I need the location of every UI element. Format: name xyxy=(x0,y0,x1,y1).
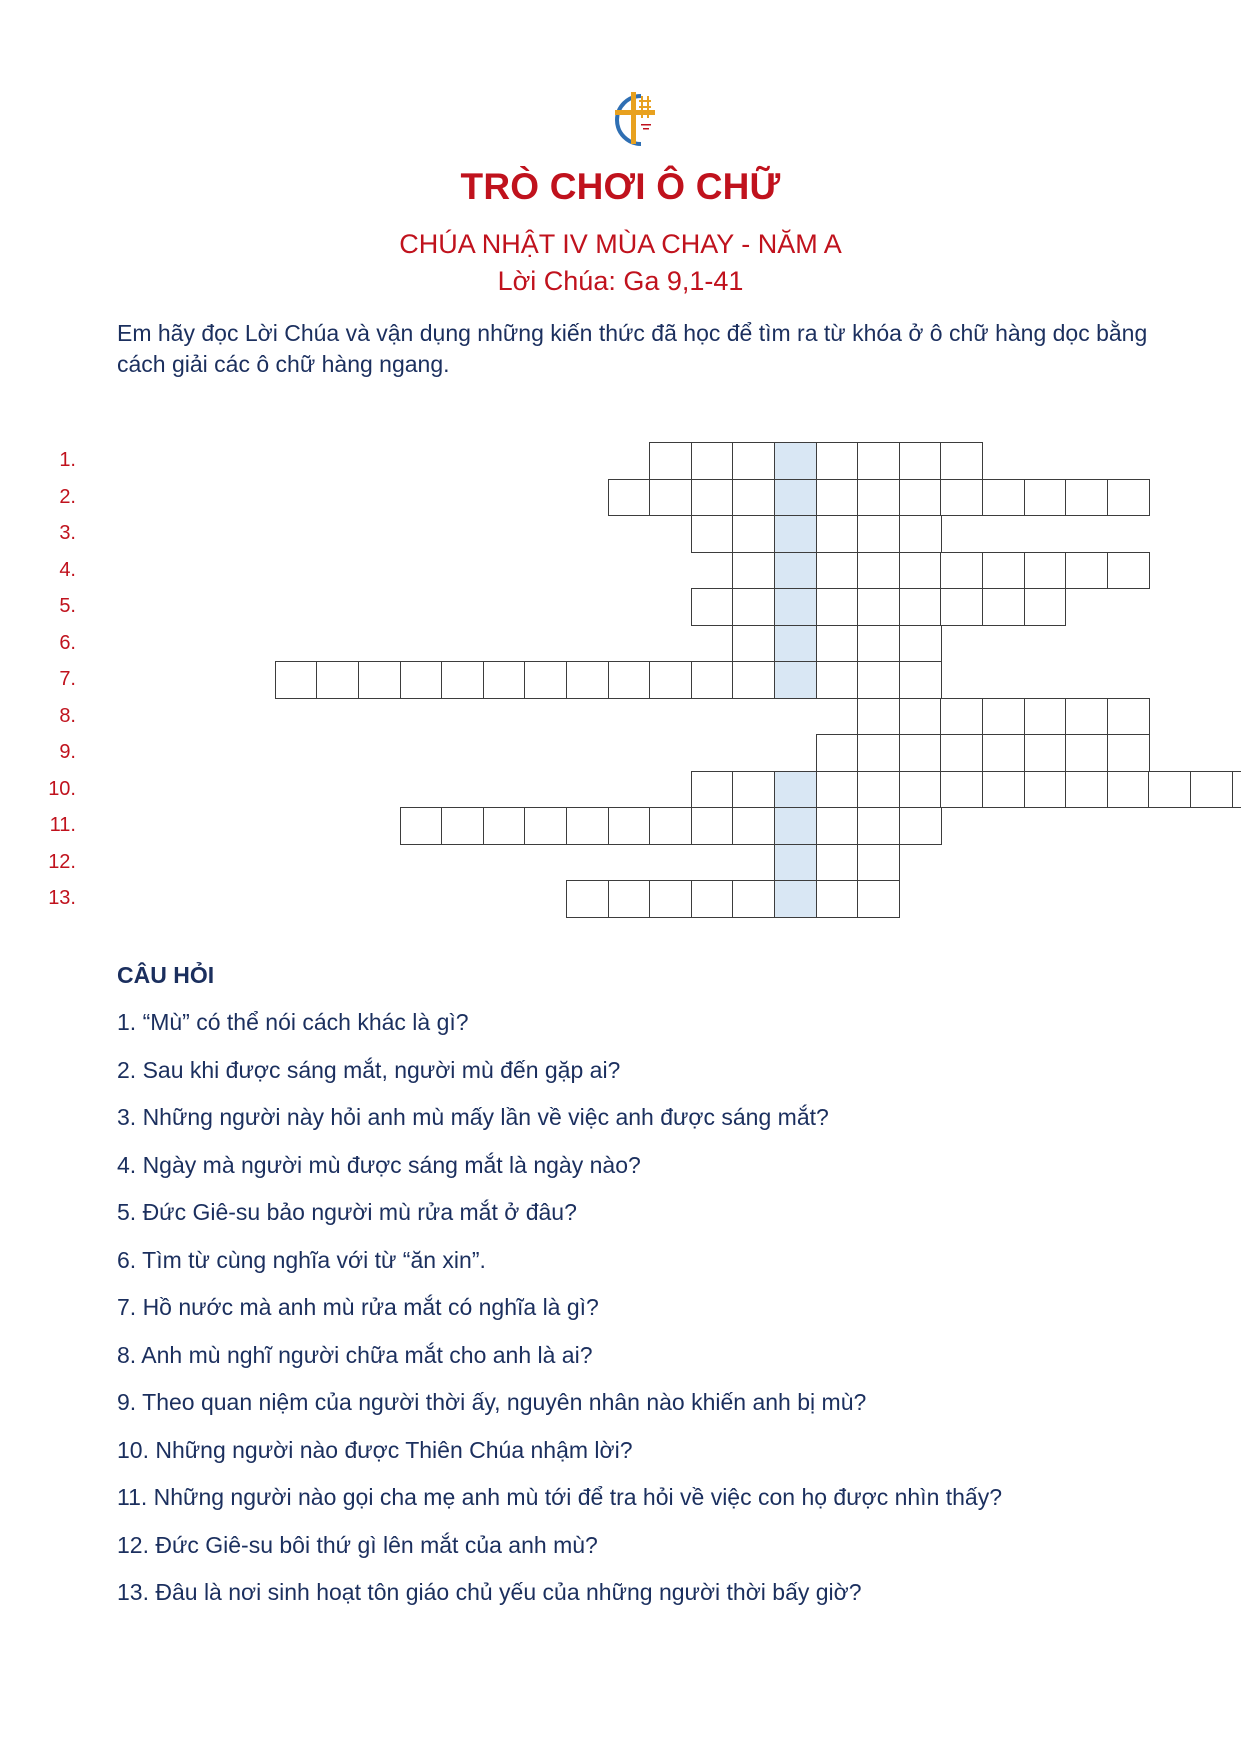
crossword-cell[interactable] xyxy=(732,771,775,809)
crossword-cell[interactable] xyxy=(1024,698,1067,736)
crossword-cell[interactable] xyxy=(608,661,651,699)
crossword-cell[interactable] xyxy=(857,442,900,480)
crossword-cell[interactable] xyxy=(940,698,983,736)
crossword-cell[interactable] xyxy=(940,442,983,480)
crossword-cell[interactable] xyxy=(857,515,900,553)
crossword-cell[interactable] xyxy=(940,479,983,517)
crossword-cell[interactable] xyxy=(691,807,734,845)
crossword-cell[interactable] xyxy=(816,661,859,699)
question-4: 4. Ngày mà người mù được sáng mắt là ngày nào? xyxy=(117,1152,641,1178)
crossword-cell[interactable] xyxy=(649,442,692,480)
crossword-cell[interactable] xyxy=(816,734,859,772)
crossword-cell[interactable] xyxy=(816,479,859,517)
key-column-cell[interactable] xyxy=(774,807,817,845)
crossword-cell[interactable] xyxy=(608,479,651,517)
crossword-cell[interactable] xyxy=(649,807,692,845)
question-12: 12. Đức Giê-su bôi thứ gì lên mắt của anh mù? xyxy=(117,1532,598,1558)
crossword-cell[interactable] xyxy=(316,661,359,699)
page-subtitle: CHÚA NHẬT IV MÙA CHAY - NĂM A xyxy=(399,229,842,259)
row-number-11: 11. xyxy=(49,814,76,836)
row-number-7: 7. xyxy=(59,668,76,690)
crossword-cell[interactable] xyxy=(816,844,859,882)
crossword-cell[interactable] xyxy=(1065,771,1108,809)
row-number-5: 5. xyxy=(59,595,76,617)
crossword-cell[interactable] xyxy=(816,625,859,663)
crossword-cell[interactable] xyxy=(982,479,1025,517)
crossword-cell[interactable] xyxy=(732,661,775,699)
crossword-cell[interactable] xyxy=(732,588,775,626)
question-9: 9. Theo quan niệm của người thời ấy, nguyên nhân nào khiến anh bị mù? xyxy=(117,1389,867,1415)
key-column-cell[interactable] xyxy=(774,515,817,553)
crossword-cell[interactable] xyxy=(691,479,734,517)
row-number-4: 4. xyxy=(59,558,76,581)
crossword-cell[interactable] xyxy=(982,698,1025,736)
instruction-text: Em hãy đọc Lời Chúa và vận dụng những kiến thức đã học để tìm ra từ khóa ở ô chữ hàng dọc bằng cách giải các ô chữ hàng ngang. xyxy=(117,320,1148,377)
crossword-cell[interactable] xyxy=(857,698,900,736)
crossword-cell[interactable] xyxy=(816,588,859,626)
crossword-cell[interactable] xyxy=(982,734,1025,772)
crossword-cell[interactable] xyxy=(899,625,942,663)
crossword-cell[interactable] xyxy=(1107,479,1150,517)
crossword-cell[interactable] xyxy=(483,807,526,845)
crossword-cell[interactable] xyxy=(441,661,484,699)
crossword-cell[interactable] xyxy=(649,880,692,918)
key-column-cell[interactable] xyxy=(774,442,817,480)
crossword-cell[interactable] xyxy=(608,807,651,845)
crossword-cell[interactable] xyxy=(816,515,859,553)
crossword-cell[interactable] xyxy=(524,807,567,845)
crossword-cell[interactable] xyxy=(899,771,942,809)
crossword-cell[interactable] xyxy=(982,552,1025,590)
crossword-cell[interactable] xyxy=(940,734,983,772)
question-5: 5. Đức Giê-su bảo người mù rửa mắt ở đâu? xyxy=(117,1199,577,1225)
crossword-cell[interactable] xyxy=(899,698,942,736)
crossword-cell[interactable] xyxy=(899,515,942,553)
crossword-cell[interactable] xyxy=(566,880,609,918)
row-number-13: 13. xyxy=(48,887,76,909)
crossword-cell[interactable] xyxy=(1024,479,1067,517)
crossword-cell[interactable] xyxy=(816,771,859,809)
crossword-cell[interactable] xyxy=(649,661,692,699)
key-column-cell[interactable] xyxy=(774,625,817,663)
crossword-cell[interactable] xyxy=(732,880,775,918)
crossword-cell[interactable] xyxy=(899,479,942,517)
question-7: 7. Hồ nước mà anh mù rửa mắt có nghĩa là gì? xyxy=(117,1294,599,1320)
question-10: 10. Những người nào được Thiên Chúa nhậm lời? xyxy=(117,1437,633,1463)
key-column-cell[interactable] xyxy=(774,880,817,918)
crossword-cell[interactable] xyxy=(691,588,734,626)
crossword-cell[interactable] xyxy=(691,661,734,699)
crossword-cell[interactable] xyxy=(1065,479,1108,517)
crossword-cell[interactable] xyxy=(857,661,900,699)
crossword-cell[interactable] xyxy=(1232,771,1241,809)
crossword-cell[interactable] xyxy=(732,807,775,845)
key-column-cell[interactable] xyxy=(774,479,817,517)
crossword-cell[interactable] xyxy=(982,771,1025,809)
page-title: TRÒ CHƠI Ô CHỮ xyxy=(460,166,781,207)
crossword-cell[interactable] xyxy=(857,807,900,845)
row-number-3: 3. xyxy=(59,522,76,544)
row-number-6: 6. xyxy=(59,631,76,654)
crossword-cell[interactable] xyxy=(732,625,775,663)
crossword-cell[interactable] xyxy=(1024,771,1067,809)
crossword-cell[interactable] xyxy=(1107,771,1150,809)
crossword-cell[interactable] xyxy=(1024,552,1067,590)
crossword-cell[interactable] xyxy=(732,442,775,480)
scripture-reference: Lời Chúa: Ga 9,1-41 xyxy=(497,266,744,296)
crossword-cell[interactable] xyxy=(1107,698,1150,736)
crossword-cell[interactable] xyxy=(899,552,942,590)
crossword-cell[interactable] xyxy=(899,442,942,480)
crossword-cell[interactable] xyxy=(816,807,859,845)
crossword-cell[interactable] xyxy=(483,661,526,699)
crossword-cell[interactable] xyxy=(566,661,609,699)
question-11: 11. Những người nào gọi cha mẹ anh mù tới để tra hỏi về việc con họ được nhìn thấy? xyxy=(117,1484,1003,1510)
question-6: 6. Tìm từ cùng nghĩa với từ “ăn xin”. xyxy=(117,1247,486,1273)
key-column-cell[interactable] xyxy=(774,661,817,699)
crossword-cell[interactable] xyxy=(940,552,983,590)
crossword-cell[interactable] xyxy=(732,552,775,590)
row-number-9: 9. xyxy=(59,741,76,763)
crossword-cell[interactable] xyxy=(1065,552,1108,590)
questions-heading: CÂU HỎI xyxy=(117,962,215,988)
crossword-cell[interactable] xyxy=(857,552,900,590)
crossword-cell[interactable] xyxy=(1107,734,1150,772)
crossword-cell[interactable] xyxy=(1107,552,1150,590)
question-13: 13. Đâu là nơi sinh hoạt tôn giáo chủ yếu của những người thời bấy giờ? xyxy=(117,1579,862,1605)
crossword-cell[interactable] xyxy=(899,807,942,845)
crossword-cell[interactable] xyxy=(816,880,859,918)
question-3: 3. Những người này hỏi anh mù mấy lần về việc anh được sáng mắt? xyxy=(117,1104,829,1130)
key-column-cell[interactable] xyxy=(774,844,817,882)
crossword-cell[interactable] xyxy=(857,880,900,918)
crossword-cell[interactable] xyxy=(940,771,983,809)
row-number-8: 8. xyxy=(59,704,76,727)
question-1: 1. “Mù” có thể nói cách khác là gì? xyxy=(117,1009,469,1035)
row-number-2: 2. xyxy=(59,485,76,508)
crossword-cell[interactable] xyxy=(899,734,942,772)
row-number-12: 12. xyxy=(48,850,76,873)
crossword-cell[interactable] xyxy=(816,552,859,590)
row-number-1: 1. xyxy=(59,449,76,471)
crossword-cell[interactable] xyxy=(524,661,567,699)
question-8: 8. Anh mù nghĩ người chữa mắt cho anh là ai? xyxy=(117,1342,593,1368)
crossword-cell[interactable] xyxy=(857,844,900,882)
question-2: 2. Sau khi được sáng mắt, người mù đến gặp ai? xyxy=(117,1057,621,1083)
crossword-cell[interactable] xyxy=(982,588,1025,626)
crossword-cell[interactable] xyxy=(857,625,900,663)
crossword-cell[interactable] xyxy=(275,661,318,699)
crossword-cell[interactable] xyxy=(899,588,942,626)
key-column-cell[interactable] xyxy=(774,552,817,590)
crossword-cell[interactable] xyxy=(1065,734,1108,772)
crossword-cell[interactable] xyxy=(566,807,609,845)
crossword-cell[interactable] xyxy=(649,479,692,517)
crossword-cell[interactable] xyxy=(691,880,734,918)
key-column-cell[interactable] xyxy=(774,771,817,809)
crossword-cell[interactable] xyxy=(358,661,401,699)
crossword-cell[interactable] xyxy=(899,661,942,699)
crossword-cell[interactable] xyxy=(1190,771,1233,809)
crossword-cell[interactable] xyxy=(816,442,859,480)
crossword-cell[interactable] xyxy=(441,807,484,845)
crossword-cell[interactable] xyxy=(732,479,775,517)
cross-logo-icon xyxy=(605,88,665,148)
crossword-cell[interactable] xyxy=(857,734,900,772)
crossword-cell[interactable] xyxy=(1148,771,1191,809)
crossword-cell[interactable] xyxy=(857,479,900,517)
crossword-cell[interactable] xyxy=(691,771,734,809)
key-column-cell[interactable] xyxy=(774,588,817,626)
crossword-cell[interactable] xyxy=(857,588,900,626)
crossword-cell[interactable] xyxy=(857,771,900,809)
crossword-cell[interactable] xyxy=(1024,734,1067,772)
row-number-10: 10. xyxy=(48,777,76,800)
crossword-cell[interactable] xyxy=(1024,588,1067,626)
crossword-cell[interactable] xyxy=(691,442,734,480)
crossword-cell[interactable] xyxy=(940,588,983,626)
crossword-cell[interactable] xyxy=(691,515,734,553)
crossword-cell[interactable] xyxy=(608,880,651,918)
crossword-cell[interactable] xyxy=(400,807,443,845)
crossword-cell[interactable] xyxy=(732,515,775,553)
crossword-cell[interactable] xyxy=(400,661,443,699)
crossword-cell[interactable] xyxy=(1065,698,1108,736)
